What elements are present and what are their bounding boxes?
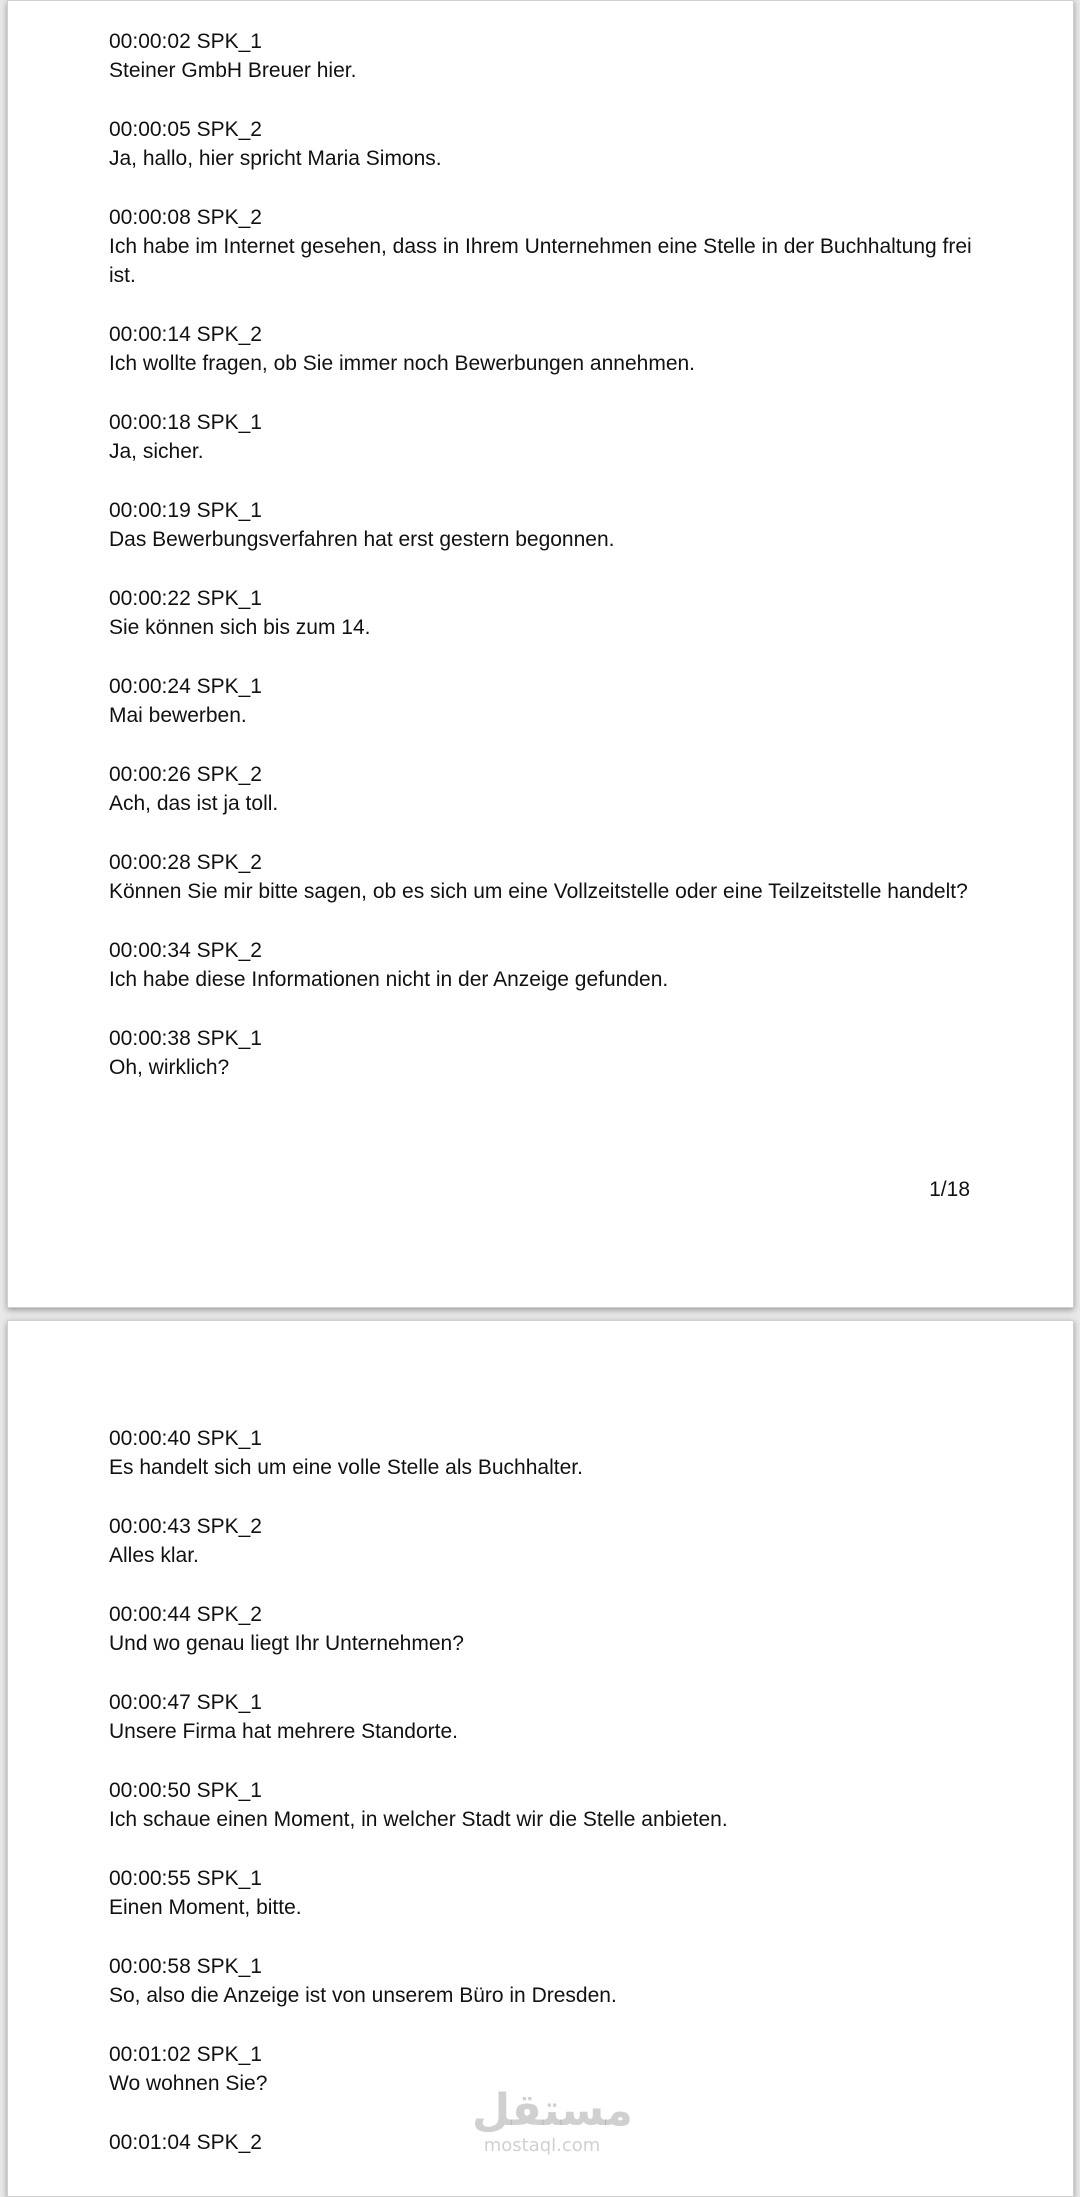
- timestamp-speaker: 00:00:14 SPK_2: [109, 323, 262, 346]
- transcript-entry: [109, 496, 989, 554]
- transcript-entry: [109, 1600, 989, 1658]
- timestamp-speaker: 00:00:22 SPK_1: [109, 587, 262, 610]
- utterance-text: Sie können sich bis zum 14.: [109, 616, 371, 639]
- document-page-1: [7, 0, 1074, 1308]
- transcript-entry: [109, 848, 989, 906]
- utterance-text: Steiner GmbH Breuer hier.: [109, 59, 357, 82]
- timestamp-speaker: 00:00:05 SPK_2: [109, 118, 262, 141]
- timestamp-speaker: 00:00:26 SPK_2: [109, 763, 262, 786]
- timestamp-speaker: 00:00:38 SPK_1: [109, 1027, 262, 1050]
- transcript-entry: [109, 2128, 989, 2157]
- utterance-text: Mai bewerben.: [109, 704, 247, 727]
- utterance-text: Das Bewerbungsverfahren hat erst gestern begonnen.: [109, 528, 615, 551]
- utterance-text: Ja, sicher.: [109, 440, 204, 463]
- transcript-entry: [109, 760, 989, 818]
- transcript-entry: [109, 936, 989, 994]
- transcript-entry: [109, 1776, 989, 1834]
- timestamp-speaker: 00:00:44 SPK_2: [109, 1603, 262, 1626]
- transcript-content: [109, 27, 989, 1112]
- transcript-entry: [109, 584, 989, 642]
- utterance-text: Ich habe im Internet gesehen, dass in Ihrem Unternehmen eine Stelle in der Buchhaltung frei ist.: [109, 235, 972, 287]
- utterance-text: Es handelt sich um eine volle Stelle als Buchhalter.: [109, 1456, 583, 1479]
- utterance-text: Ach, das ist ja toll.: [109, 792, 279, 815]
- timestamp-speaker: 00:00:24 SPK_1: [109, 675, 262, 698]
- document-page-2: [7, 1320, 1074, 2197]
- timestamp-speaker: 00:00:28 SPK_2: [109, 851, 262, 874]
- timestamp-speaker: 00:00:47 SPK_1: [109, 1691, 262, 1714]
- timestamp-speaker: 00:00:50 SPK_1: [109, 1779, 262, 1802]
- transcript-entry: [109, 408, 989, 466]
- utterance-text: Und wo genau liegt Ihr Unternehmen?: [109, 1632, 464, 1655]
- timestamp-speaker: 00:01:02 SPK_1: [109, 2043, 262, 2066]
- watermark-latin-text: mostaql.com: [483, 2135, 601, 2156]
- utterance-text: Können Sie mir bitte sagen, ob es sich um eine Vollzeitstelle oder eine Teilzeitstelle handelt?: [109, 880, 968, 903]
- utterance-text: Unsere Firma hat mehrere Standorte.: [109, 1720, 458, 1743]
- watermark-arabic-text: مستقل: [472, 2085, 633, 2136]
- transcript-entry: [109, 320, 989, 378]
- utterance-text: Alles klar.: [109, 1544, 199, 1567]
- page-number: 1/18: [929, 1178, 970, 1201]
- transcript-entry: [109, 2040, 989, 2098]
- transcript-entry: [109, 1424, 989, 1482]
- utterance-text: Ja, hallo, hier spricht Maria Simons.: [109, 147, 442, 170]
- transcript-entry: [109, 1688, 989, 1746]
- transcript-entry: [109, 1864, 989, 1922]
- timestamp-speaker: 00:00:18 SPK_1: [109, 411, 262, 434]
- utterance-text: Ich habe diese Informationen nicht in der Anzeige gefunden.: [109, 968, 669, 991]
- transcript-entry: [109, 1512, 989, 1570]
- utterance-text: Ich schaue einen Moment, in welcher Stadt wir die Stelle anbieten.: [109, 1808, 728, 1831]
- timestamp-speaker: 00:00:08 SPK_2: [109, 206, 262, 229]
- timestamp-speaker: 00:00:02 SPK_1: [109, 30, 262, 53]
- transcript-entry: [109, 203, 989, 290]
- timestamp-speaker: 00:00:19 SPK_1: [109, 499, 262, 522]
- utterance-text: Wo wohnen Sie?: [109, 2072, 268, 2095]
- transcript-entry: [109, 672, 989, 730]
- transcript-entry: [109, 1952, 989, 2010]
- timestamp-speaker: 00:00:58 SPK_1: [109, 1955, 262, 1978]
- utterance-text: Oh, wirklich?: [109, 1056, 230, 1079]
- utterance-text: Einen Moment, bitte.: [109, 1896, 302, 1919]
- utterance-text: So, also die Anzeige ist von unserem Büro in Dresden.: [109, 1984, 617, 2007]
- transcript-entry: [109, 115, 989, 173]
- timestamp-speaker: 00:00:43 SPK_2: [109, 1515, 262, 1538]
- timestamp-speaker: 00:00:55 SPK_1: [109, 1867, 262, 1890]
- transcript-entry: [109, 1024, 989, 1082]
- timestamp-speaker: 00:00:40 SPK_1: [109, 1427, 262, 1450]
- timestamp-speaker: 00:00:34 SPK_2: [109, 939, 262, 962]
- transcript-entry: [109, 27, 989, 85]
- transcript-content: [109, 1424, 989, 2187]
- utterance-text: Ich wollte fragen, ob Sie immer noch Bewerbungen annehmen.: [109, 352, 696, 375]
- timestamp-speaker: 00:01:04 SPK_2: [109, 2131, 262, 2154]
